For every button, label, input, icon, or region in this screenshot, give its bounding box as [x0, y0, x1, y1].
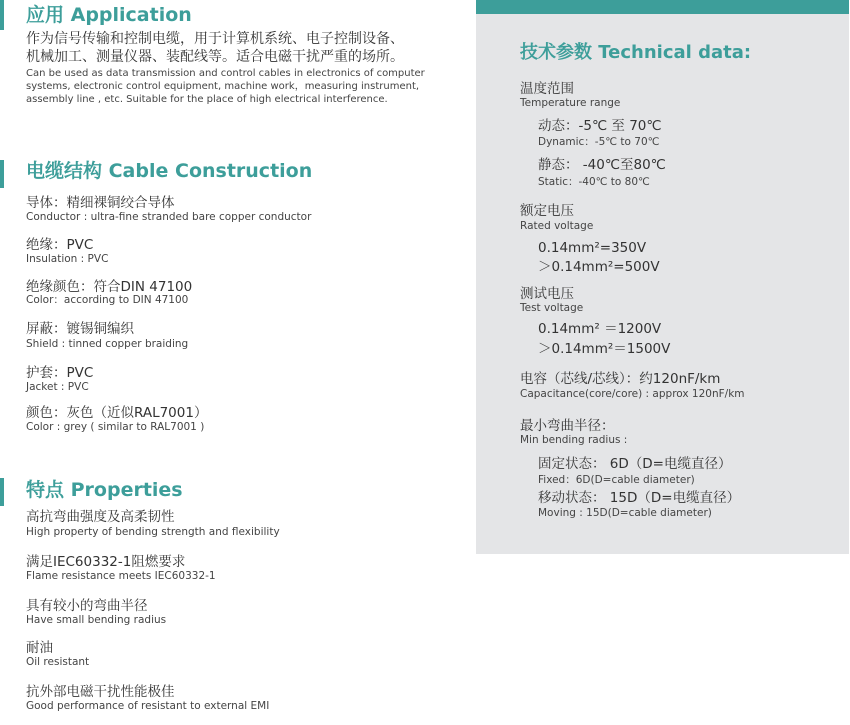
properties-heading: 特点 Properties: [26, 479, 183, 501]
construction-conductor-zh: 导体：精细裸铜绞合导体: [26, 195, 175, 211]
construction-jacket-zh: 护套：PVC: [26, 365, 94, 381]
test-voltage-line-2: ＞0.14mm²＝1500V: [538, 341, 671, 357]
bending-moving-zh: 移动状态： 15D（D=电缆直径）: [538, 490, 741, 506]
application-en-line-2: systems, electronic control equipment, machine work，measuring instrument,: [26, 81, 420, 92]
bending-moving-en: Moving : 15D(D=cable diameter): [538, 507, 712, 519]
technical-data-heading: 技术参数 Technical data:: [520, 42, 752, 63]
application-accent-bar: [0, 0, 4, 30]
bending-radius-en: Min bending radius :: [520, 434, 628, 446]
test-voltage-en: Test voltage: [520, 302, 584, 314]
property-2-en: Flame resistance meets IEC60332-1: [26, 570, 216, 582]
property-1-en: High property of bending strength and flexibility: [26, 526, 280, 538]
properties-accent-bar: [0, 478, 4, 506]
test-voltage-zh: 测试电压: [520, 286, 574, 302]
property-1-zh: 高抗弯曲强度及高柔韧性: [26, 509, 175, 525]
property-5-en: Good performance of resistant to external EMI: [26, 700, 270, 712]
construction-heading: 电缆结构 Cable Construction: [26, 160, 313, 182]
property-3-zh: 具有较小的弯曲半径: [26, 598, 148, 614]
temperature-range-en: Temperature range: [520, 97, 621, 109]
property-4-en: Oil resistant: [26, 656, 90, 668]
bending-radius-zh: 最小弯曲半径：: [520, 418, 615, 434]
application-zh-line-1: 作为信号传输和控制电缆，用于计算机系统、电子控制设备、: [26, 31, 404, 47]
temperature-range-zh: 温度范围: [520, 81, 574, 97]
rated-voltage-zh: 额定电压: [520, 203, 574, 219]
application-en-line-1: Can be used as data transmission and control cables in electronics of computer: [26, 68, 425, 79]
capacitance-zh: 电容（芯线/芯线）：约120nF/km: [520, 371, 721, 387]
construction-shield-en: Shield : tinned copper braiding: [26, 338, 189, 350]
rated-voltage-en: Rated voltage: [520, 220, 594, 232]
construction-conductor-en: Conductor : ultra-fine stranded bare copper conductor: [26, 211, 312, 223]
bending-fixed-en: Fixed：6D(D=cable diameter): [538, 474, 695, 486]
construction-insulation-en: Insulation : PVC: [26, 253, 109, 265]
technical-data-top-bar: [476, 0, 849, 14]
temperature-dynamic-en: Dynamic：-5℃ to 70℃: [538, 136, 660, 148]
application-heading: 应用 Application: [26, 4, 192, 26]
construction-color-zh: 绝缘颜色：符合DIN 47100: [26, 279, 193, 295]
property-3-en: Have small bending radius: [26, 614, 167, 626]
temperature-static-en: Static：-40℃ to 80℃: [538, 176, 650, 188]
construction-sheath-color-en: Color : grey ( similar to RAL7001 ): [26, 421, 205, 433]
property-5-zh: 抗外部电磁干扰性能极佳: [26, 684, 175, 700]
property-2-zh: 满足IEC60332-1阻燃要求: [26, 554, 186, 570]
construction-sheath-color-zh: 颜色：灰色（近似RAL7001）: [26, 405, 208, 421]
construction-accent-bar: [0, 160, 4, 188]
temperature-dynamic-zh: 动态：-5℃ 至 70℃: [538, 118, 662, 134]
test-voltage-line-1: 0.14mm² ＝1200V: [538, 321, 662, 337]
construction-color-en: Color：according to DIN 47100: [26, 294, 189, 306]
bending-fixed-zh: 固定状态： 6D（D=电缆直径）: [538, 456, 732, 472]
rated-voltage-line-2: ＞0.14mm²=500V: [538, 259, 660, 275]
application-en-line-3: assembly line , etc. Suitable for the place of high electrical interference.: [26, 94, 388, 105]
property-4-zh: 耐油: [26, 640, 53, 656]
construction-jacket-en: Jacket : PVC: [26, 381, 89, 393]
temperature-static-zh: 静态： -40℃至80℃: [538, 157, 666, 173]
capacitance-en: Capacitance(core/core) : approx 120nF/km: [520, 388, 745, 400]
construction-shield-zh: 屏蔽：镀锡铜编织: [26, 321, 134, 337]
construction-insulation-zh: 绝缘：PVC: [26, 237, 94, 253]
application-zh-line-2: 机械加工、测量仪器、装配线等。适合电磁干扰严重的场所。: [26, 49, 404, 65]
rated-voltage-line-1: 0.14mm²=350V: [538, 240, 647, 256]
